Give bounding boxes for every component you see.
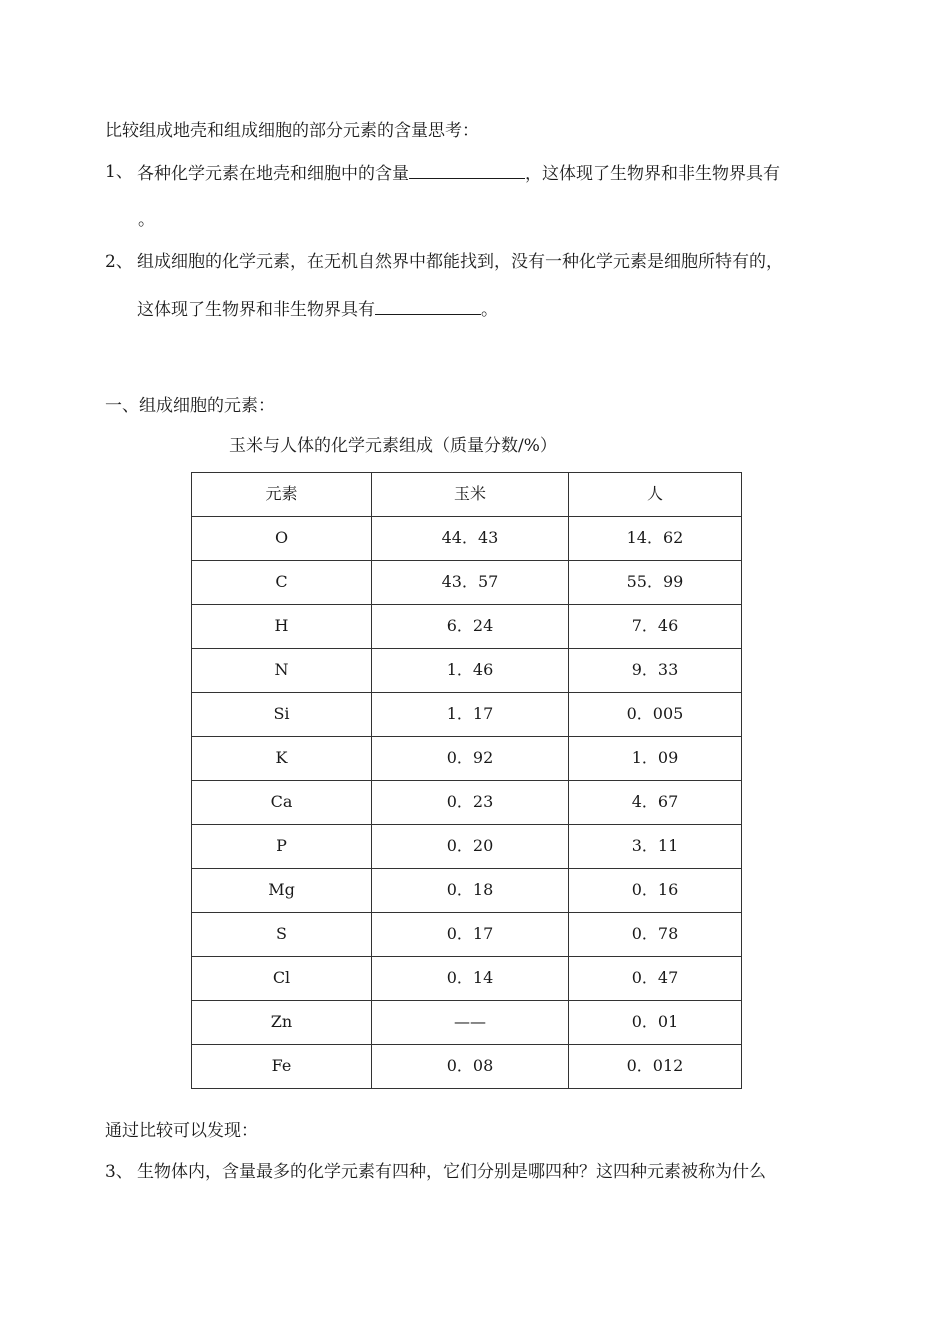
cell-human: 0．78 (569, 913, 742, 957)
cell-element: O (192, 517, 372, 561)
table-row (192, 693, 742, 737)
cell-element: H (192, 605, 372, 649)
table-row (192, 737, 742, 781)
question-text: 各种化学元素在地壳和细胞中的含量 (137, 164, 409, 184)
table-row (192, 561, 742, 605)
section-heading: 一、组成细胞的元素： (105, 396, 275, 416)
cell-corn: 1．46 (372, 649, 569, 693)
table-row (192, 517, 742, 561)
cell-human: 1．09 (569, 737, 742, 781)
cell-element: Mg (192, 869, 372, 913)
cell-corn: 43．57 (372, 561, 569, 605)
answer-blank[interactable] (409, 160, 525, 179)
cell-element: C (192, 561, 372, 605)
table-row (192, 649, 742, 693)
question-text: 。 (481, 300, 498, 320)
question-number: 3、 (105, 1162, 133, 1182)
cell-human: 0．47 (569, 957, 742, 1001)
table-row (192, 781, 742, 825)
cell-element: N (192, 649, 372, 693)
cell-element: Ca (192, 781, 372, 825)
question-text: 组成细胞的化学元素，在无机自然界中都能找到，没有一种化学元素是细胞所特有的， (137, 252, 783, 272)
cell-corn: 0．92 (372, 737, 569, 781)
question-text: 生物体内，含量最多的化学元素有四种，它们分别是哪四种？这四种元素被称为什么 (137, 1162, 766, 1182)
table-row (192, 913, 742, 957)
cell-element: Si (192, 693, 372, 737)
table-row (192, 605, 742, 649)
table-row (192, 825, 742, 869)
cell-human: 9．33 (569, 649, 742, 693)
column-header-human: 人 (569, 473, 742, 517)
table-row (192, 1045, 742, 1089)
cell-human: 0．012 (569, 1045, 742, 1089)
cell-human: 0．01 (569, 1001, 742, 1045)
cell-corn: 0．20 (372, 825, 569, 869)
cell-human: 55．99 (569, 561, 742, 605)
intro-text: 比较组成地壳和组成细胞的部分元素的含量思考： (105, 121, 479, 141)
cell-human: 0．005 (569, 693, 742, 737)
cell-human: 4．67 (569, 781, 742, 825)
question-text: 这体现了生物界和非生物界具有 (137, 300, 375, 320)
cell-human: 3．11 (569, 825, 742, 869)
question-number: 2、 (105, 252, 133, 272)
cell-corn: 0．18 (372, 869, 569, 913)
table-row (192, 869, 742, 913)
cell-corn: 6．24 (372, 605, 569, 649)
element-composition-table (191, 472, 742, 1089)
cell-corn: 0．08 (372, 1045, 569, 1089)
table-caption: 玉米与人体的化学元素组成（质量分数/%） (229, 436, 557, 456)
cell-corn: —— (372, 1001, 569, 1045)
cell-element: Cl (192, 957, 372, 1001)
question-number: 1、 (105, 162, 133, 182)
table-header-row (192, 473, 742, 517)
cell-element: S (192, 913, 372, 957)
question-continuation: 。 (138, 210, 155, 230)
cell-corn: 0．23 (372, 781, 569, 825)
conclusion-text: 通过比较可以发现： (105, 1121, 258, 1141)
cell-corn: 1．17 (372, 693, 569, 737)
column-header-corn: 玉米 (372, 473, 569, 517)
cell-corn: 0．17 (372, 913, 569, 957)
column-header-element: 元素 (192, 473, 372, 517)
cell-human: 14．62 (569, 517, 742, 561)
cell-corn: 44．43 (372, 517, 569, 561)
question-text: ，这体现了生物界和非生物界具有 (525, 164, 780, 184)
cell-element: Zn (192, 1001, 372, 1045)
answer-blank[interactable] (375, 296, 481, 315)
table-row (192, 957, 742, 1001)
cell-human: 7．46 (569, 605, 742, 649)
cell-element: P (192, 825, 372, 869)
cell-element: K (192, 737, 372, 781)
table-row (192, 1001, 742, 1045)
cell-element: Fe (192, 1045, 372, 1089)
cell-corn: 0．14 (372, 957, 569, 1001)
cell-human: 0．16 (569, 869, 742, 913)
